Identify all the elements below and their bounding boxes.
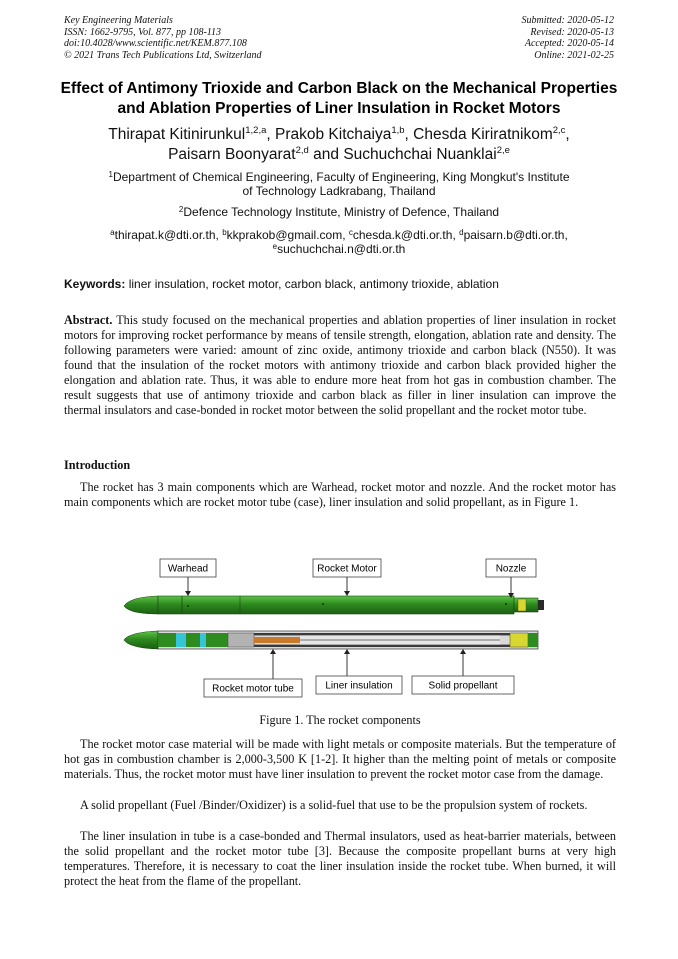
email-mark: c [348,228,353,237]
rivet [322,603,324,605]
submitted-date: Submitted: 2020-05-12 [521,15,614,26]
warhead-arrowhead [185,591,191,596]
author-separator: , [565,126,570,143]
author-separator: , [266,126,276,143]
keywords-label: Keywords: [64,277,126,291]
solid-propellant-arrowhead [460,649,466,654]
revised-date: Revised: 2020-05-13 [530,26,614,38]
cutaway-igniter [228,633,254,647]
accepted-date: Accepted: 2020-05-14 [524,38,614,49]
author-separator: and [308,146,344,163]
rocket-nose-cone [124,596,158,614]
author-name: Paisarn Boonyarat [168,146,296,163]
author-list [50,125,628,165]
email-mark: b [222,228,227,237]
affiliation-mark: 1 [108,170,113,179]
rocket-motor-arrowhead [344,591,350,596]
rocket-diagram [110,548,570,708]
paragraph: The liner insulation in tube is a case-bonded and Thermal insulators, used as heat-barrier materials, between the solid propellant and the rocket motor tube [3]. Because the composite propellant burns at very high temperatures. Therefore, it is necessary to coat the liner insulation inside the rocket tube. When burned, it will protect the heat from the flame of the propellant. [64,829,616,888]
author-separator: , [404,126,414,143]
rocket-motor-tube-label: Rocket motor tube [212,683,294,695]
online-date: Online: 2021-02-25 [534,49,614,61]
liner-insulation-arrowhead [344,649,350,654]
author-affiliation-mark: 1,2,a [245,125,267,136]
cutaway-cyan-band [200,633,206,647]
cutaway-motor-tube [254,633,510,635]
rocket-motor-label: Rocket Motor [317,563,377,575]
issn-line: ISSN: 1662-9795, Vol. 877, pp 108-113 [64,26,222,38]
author-name: Suchuchchai Nuanklai [343,146,497,163]
paper-title: Effect of Antimony Trioxide and Carbon Black on the Mechanical Properties and Ablation Properties of Liner Insulation in Rocket Motors [60,80,618,117]
paragraph: The rocket motor case material will be made with light metals or composite materials. But the temperature of hot gas in combustion chamber is 2,000-3,500 K [1-2]. It higher than the melting point of metals or composite materials. Thus, the rocket motor must have liner insulation to prevent the rocket motor case from the damage. [64,737,616,781]
author-name: Chesda Kiriratnikom [413,126,553,143]
figure-1 [110,548,570,708]
keywords [64,277,616,291]
nozzle-tip [538,600,544,610]
author-emails [70,228,608,256]
paragraph: The rocket has 3 main components which are Warhead, rocket motor and nozzle. And the rocket motor has main components which are rocket motor tube (case), liner insulation and solid propellant, as in Figure 1. [64,480,616,509]
email-link[interactable]: paisarn.b@dti.or.th, [463,228,568,242]
affiliation-text: of Technology Ladkrabang, Thailand [242,184,436,198]
cutaway-igniter-core [254,637,300,643]
figure-caption: Figure 1. The rocket components [259,713,421,727]
email-mark: d [459,228,464,237]
abstract [64,313,616,418]
affiliation-1 [70,170,608,198]
author-name: Prakob Kitchaiya [275,126,392,143]
publication-dates [522,15,615,61]
abstract-label: Abstract. [64,313,113,327]
rocket-body [158,596,514,614]
journal-name: Key Engineering Materials [64,15,173,26]
affiliation-text: Defence Technology Institute, Ministry of Defence, Thailand [183,205,500,219]
author-affiliation-mark: 2,e [496,145,510,156]
cutaway-nozzle-exit [528,633,538,647]
abstract-text: This study focused on the mechanical properties and ablation properties of liner insulation in rocket motors for improving rocket performance by means of tensile strength, elongation, ablation rate and density. The following parameters were varied: amount of zinc oxide, antimony trioxide and carbon black (N550). It was found that the insulation of the rocket motors with antimony trioxide and carbon black provided higher the elongation and ablation rate. Thus, it was able to endure more heat from hot gas in combustion chamber. The result suggests that use of antimony trioxide and carbon black as filler in liner insulation can improve the thermal insulators and case-bonded in rocket motor between the solid propellant and the rocket motor tube. [64,313,616,417]
email-mark: e [272,242,278,251]
email-link[interactable]: kkprakob@gmail.com, [226,228,349,242]
rivet [505,603,507,605]
doi-line: doi:10.4028/www.scientific.net/KEM.877.108 [64,38,247,49]
email-link[interactable]: chesda.k@dti.or.th, [352,228,460,242]
cutaway-cyan-band [176,633,186,647]
journal-info [64,15,262,61]
warhead-label: Warhead [167,563,209,575]
cutaway-nose [124,631,158,649]
affiliation-2 [70,205,608,219]
nozzle-label: Nozzle [495,563,527,575]
copyright-line: © 2021 Trans Tech Publications Ltd, Switzerland [64,49,262,61]
email-link[interactable]: thirapat.k@dti.or.th, [114,228,223,242]
section-heading-introduction: Introduction [64,458,131,472]
affiliation-mark: 2 [178,205,184,214]
author-affiliation-mark: 2,c [552,125,566,136]
cutaway-warhead-fill [158,633,228,647]
rocket-motor-tube-arrowhead [270,649,276,654]
email-link[interactable]: suchuchchai.n@dti.or.th [277,242,406,256]
author-affiliation-mark: 2,d [295,145,309,156]
author-name: Thirapat Kitinirunkul [108,126,246,143]
rivet [187,605,189,607]
email-mark: a [110,228,115,237]
affiliation-text: Department of Chemical Engineering, Faculty of Engineering, King Mongkut's Institute [112,170,570,184]
solid-propellant-label: Solid propellant [428,680,498,692]
cutaway-nozzle [510,633,528,647]
cutaway-motor-tube [254,645,510,647]
paragraph: A solid propellant (Fuel /Binder/Oxidizer) is a solid-fuel that use to be the propulsion system of rockets. [80,798,588,812]
liner-insulation-label: Liner insulation [325,680,393,692]
keywords-text: liner insulation, rocket motor, carbon black, antimony trioxide, ablation [125,277,499,291]
author-affiliation-mark: 1,b [391,125,405,136]
nozzle-ring [518,599,526,611]
